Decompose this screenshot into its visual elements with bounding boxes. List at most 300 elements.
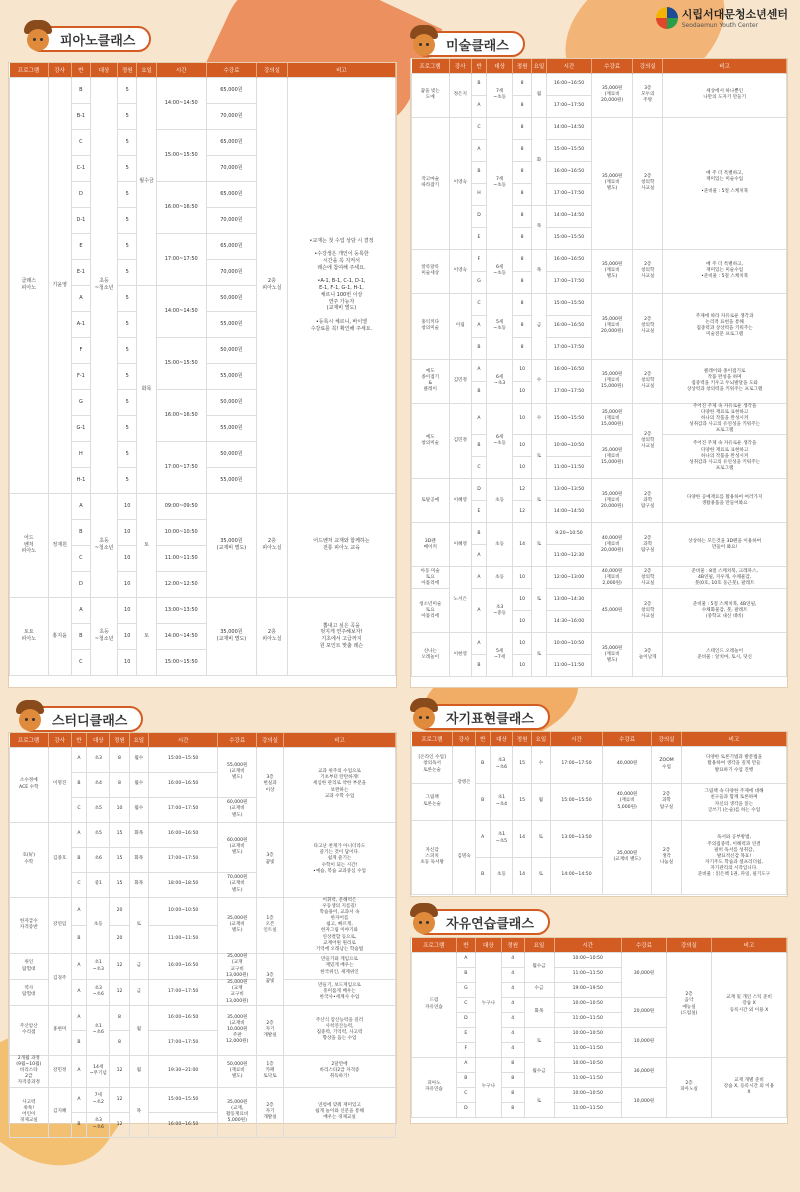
- table-cell: A: [71, 822, 86, 847]
- table-cell: 5: [118, 207, 137, 233]
- table-cell: •교재는 첫 수업 상담 시 결정 •수강생은 개인이 등록한 시간을 꼭 지켜서 레슨에 참여해 주세요. •A-1, B-1, C-1, D-1, E-1, F-1, G-1, H-1, 체르니 100번 이상 연주 가능자 (교재비 별도) •등록시 체르니, 바이엘 수강료를 꼭! 확인해 주세요.: [287, 77, 395, 493]
- column-header: 비고: [287, 63, 395, 77]
- table-cell: 45,000원: [592, 589, 633, 633]
- logo-name: 시립서대문청소년센터: [681, 8, 788, 21]
- table-cell: 65,000원: [206, 77, 256, 103]
- table-cell: 5: [118, 285, 137, 311]
- table-row: [10, 1055, 396, 1087]
- table-cell: 14:00~14:50: [156, 623, 206, 649]
- table-cell: A: [472, 633, 487, 655]
- table-cell: 5: [118, 103, 137, 129]
- table-cell: 초1 ~초4: [490, 783, 513, 820]
- table-cell: 금: [129, 979, 148, 1005]
- table-cell: 40,000원: [603, 746, 652, 783]
- column-header: 수강료: [592, 59, 633, 73]
- table-cell: A: [71, 597, 90, 623]
- piano-section-title: 피아노클래스: [28, 26, 151, 52]
- table-cell: 10: [513, 633, 532, 655]
- table-cell: 35,000원 (교재비 별도): [218, 897, 257, 954]
- table-cell: F-1: [71, 363, 90, 389]
- table-cell: 13:00~13:50: [547, 479, 592, 501]
- table-cell: 10: [118, 519, 137, 545]
- column-header: 강사: [48, 733, 71, 747]
- table-cell: 70,000원: [206, 207, 256, 233]
- table-row: [412, 403, 787, 435]
- table-cell: 화목: [129, 872, 148, 897]
- column-header: 반: [472, 59, 487, 73]
- table-cell: 호(好) 수학: [10, 822, 49, 897]
- column-header: 요일: [129, 733, 148, 747]
- table-cell: 60,000원 (교재비 별도): [218, 822, 257, 872]
- table-cell: 꿈을 빚는 도예: [412, 73, 450, 117]
- column-header: 비고: [663, 59, 787, 73]
- table-cell: 다양한 공예재료를 활용하여 여러가지 생활용품을 만들어봐요: [663, 479, 787, 523]
- table-cell: 준비물 : 5절 스케치북, 4B연필, 수채화물감, 붓, 팔레트 (중학교 내신 대비): [663, 589, 787, 633]
- table-cell: 16:00~16:50: [156, 181, 206, 233]
- table-cell: A: [472, 139, 487, 161]
- table-cell: 토: [129, 897, 148, 954]
- table-cell: 12: [513, 479, 532, 501]
- table-cell: 5: [118, 467, 137, 493]
- table-cell: 초등: [87, 897, 110, 954]
- column-header: 수강료: [603, 732, 652, 746]
- table-cell: 5세 ~7세: [487, 633, 513, 677]
- study-table-panel: [8, 732, 397, 1130]
- column-header: 대상: [91, 63, 118, 77]
- table-cell: 예도 종이접기 & 클레이: [412, 359, 450, 403]
- table-cell: A: [472, 95, 487, 117]
- table-cell: 10: [513, 567, 532, 589]
- table-cell: 화목: [137, 285, 156, 493]
- table-cell: 10: [513, 611, 532, 633]
- table-cell: 매 주 더 특별하고, 재미있는 미술수업 •준비물 : 5절 스케치북: [663, 249, 787, 293]
- table-cell: 주제에 따라 자유로운 생각과 논리적 표현을 통해 집중력과 상상력을 키워주는 미술전문 프로그램: [663, 293, 787, 359]
- table-cell: 40,000원 (재료비 20,000원): [592, 523, 633, 567]
- table-cell: 14: [513, 523, 532, 567]
- table-cell: 정은지: [449, 73, 472, 117]
- free-section-title: 자유연습클래스: [414, 909, 550, 935]
- table-cell: 14:00~14:50: [547, 117, 592, 139]
- column-header: 수강료: [206, 63, 256, 77]
- table-cell: 홍현미: [48, 1005, 71, 1055]
- table-cell: F: [71, 337, 90, 363]
- table-cell: 10: [513, 359, 532, 381]
- table-cell: 20: [110, 897, 129, 925]
- table-cell: 토: [532, 820, 551, 857]
- piano-table-panel: [8, 62, 397, 688]
- table-cell: 김경주: [48, 954, 71, 1006]
- table-cell: 교재 개별 준비 강습 X, 등록시간 외 이용 X: [712, 1057, 787, 1117]
- table-cell: A: [71, 1087, 86, 1112]
- table-cell: B: [457, 1072, 476, 1087]
- table-cell: 11:00~11:50: [554, 1072, 622, 1087]
- table-cell: C: [457, 1087, 476, 1102]
- table-cell: 김명숙: [453, 820, 476, 894]
- table-cell: 8: [502, 1087, 525, 1102]
- table-cell: 김종호: [48, 822, 71, 897]
- table-cell: 10:00~10:50: [547, 435, 592, 457]
- table-cell: 작고마슬 따라잡기: [412, 117, 450, 249]
- column-header: 대상: [475, 938, 501, 952]
- table-cell: 초1 ~초3: [87, 954, 110, 980]
- table-cell: 17:00~17:50: [547, 95, 592, 117]
- table-cell: 14:00~14:50: [156, 77, 206, 129]
- table-cell: 20,000원: [622, 997, 667, 1027]
- table-cell: 11:00~11:50: [156, 545, 206, 571]
- table-row: [10, 897, 396, 925]
- table-cell: 10: [118, 493, 137, 519]
- table-cell: 이현영: [449, 633, 472, 677]
- table-cell: 초등 ~청소년: [91, 597, 118, 675]
- table-cell: 초등: [487, 567, 513, 589]
- column-header: 반: [475, 732, 490, 746]
- table-cell: 20: [110, 925, 129, 953]
- table-cell: 35,000원 (교재, 활동재료비 5,000원): [218, 1087, 257, 1137]
- table-cell: 노서은: [449, 567, 472, 633]
- table-cell: 정재원: [48, 493, 71, 597]
- table-cell: 6세 ~초등: [487, 403, 513, 479]
- table-cell: A: [71, 954, 86, 980]
- table-cell: 65,000원: [206, 129, 256, 155]
- table-cell: 16:00~16:50: [547, 315, 592, 337]
- table-cell: 55,000원: [206, 415, 256, 441]
- table-cell: 4: [502, 1012, 525, 1027]
- column-header: 반: [71, 63, 90, 77]
- table-cell: 소수정예 ACE 수학: [10, 747, 49, 822]
- table-cell: 11:00~12:30: [547, 545, 592, 567]
- table-cell: 수: [532, 359, 547, 403]
- table-cell: 초등 ~청소년: [91, 77, 118, 493]
- table-cell: 10:00~10:50: [554, 1057, 622, 1072]
- table-cell: 50,000원: [206, 337, 256, 363]
- table-cell: 30,000원: [622, 1057, 667, 1087]
- column-header: 정원: [110, 733, 129, 747]
- table-cell: 예도 창의미술: [412, 403, 450, 479]
- column-header: 강의실: [633, 59, 663, 73]
- table-cell: H: [71, 441, 90, 467]
- table-cell: 8: [110, 747, 129, 772]
- column-header: 정원: [502, 938, 525, 952]
- table-cell: 16:00~16:50: [547, 161, 592, 183]
- free-table-panel: [410, 937, 788, 1124]
- table-cell: 14:00~14:50: [547, 501, 592, 523]
- table-cell: G: [71, 389, 90, 415]
- table-cell: 초등: [487, 479, 513, 523]
- table-cell: 만들기, 보드게임으로 흥미롭게 배우는 한국사•세계사 수업: [284, 979, 396, 1005]
- table-cell: 수금: [524, 982, 554, 997]
- table-cell: 초3: [87, 747, 110, 772]
- table-cell: 2층 생각 나눔실: [652, 820, 682, 894]
- art-schedule-table: [411, 59, 787, 677]
- table-cell: 50,000원: [206, 389, 256, 415]
- table-row: [412, 523, 787, 545]
- art-table-panel: [410, 58, 788, 688]
- table-cell: 5: [118, 337, 137, 363]
- table-cell: 14:00~14:50: [547, 205, 592, 227]
- table-cell: 17:00~17:50: [156, 233, 206, 285]
- table-cell: 10: [513, 403, 532, 435]
- table-row: [412, 479, 787, 501]
- table-cell: 10:00~10:50: [554, 997, 622, 1012]
- table-cell: 8: [513, 271, 532, 293]
- table-cell: 11:00~11:50: [547, 655, 592, 677]
- table-cell: 15: [110, 847, 129, 872]
- table-cell: 10: [118, 623, 137, 649]
- express-schedule-table: [411, 732, 787, 895]
- table-cell: 위인 탐험대: [10, 954, 49, 980]
- table-cell: 토: [532, 479, 547, 523]
- table-cell: 목: [532, 205, 547, 249]
- table-cell: 6세 ~초등: [487, 249, 513, 293]
- column-header: 시간: [550, 732, 603, 746]
- table-cell: 5: [118, 363, 137, 389]
- table-cell: 김지혜: [48, 1087, 71, 1137]
- table-cell: 10: [513, 655, 532, 677]
- table-cell: 1층 오픈 인트실: [257, 897, 284, 954]
- table-cell: 홍지윤: [48, 597, 71, 675]
- table-cell: 역사 탐험대: [10, 979, 49, 1005]
- table-row: [10, 747, 396, 772]
- table-cell: 2층 창의학 사교실: [633, 589, 663, 633]
- column-header: 프로그램: [412, 59, 450, 73]
- table-cell: 목: [532, 249, 547, 293]
- column-header: 요일: [532, 59, 547, 73]
- table-cell: B: [472, 337, 487, 359]
- table-cell: 10:00~10:50: [156, 519, 206, 545]
- table-cell: 이영숙: [449, 117, 472, 249]
- table-cell: D: [71, 181, 90, 207]
- table-cell: 세상에서 하나뿐인 나만의 도자기 만들기: [663, 73, 787, 117]
- table-cell: G-1: [71, 415, 90, 441]
- table-cell: 3층 꿈빛: [257, 822, 284, 897]
- table-cell: 8: [110, 1005, 129, 1030]
- table-cell: A: [472, 359, 487, 381]
- table-cell: B: [71, 1112, 86, 1137]
- table-cell: A: [71, 897, 86, 925]
- column-header: 대상: [490, 732, 513, 746]
- table-cell: 사고력 쑥쑥! 어린이 경제교실: [10, 1087, 49, 1137]
- table-cell: 50,000원: [206, 441, 256, 467]
- table-cell: 8: [513, 227, 532, 249]
- table-cell: 토탈공예: [412, 479, 450, 523]
- table-cell: 11:00~11:50: [554, 1042, 622, 1057]
- table-cell: 10,000원: [622, 1027, 667, 1057]
- table-cell: B: [71, 519, 90, 545]
- table-cell: 2층 과학 탐구실: [633, 479, 663, 523]
- table-cell: 65,000원: [206, 181, 256, 207]
- table-cell: 타고난 천재가 아니더라도 즐기는 것이 답이다. 쉽게 즐기는 수학이 되는 시간! •예습, 복습 교과중심 수업: [284, 822, 396, 897]
- table-cell: 2층 창의학 사교실: [633, 117, 663, 249]
- column-header: 요일: [524, 938, 554, 952]
- table-cell: G: [457, 982, 476, 997]
- table-row: [412, 117, 787, 139]
- column-header: 반: [71, 733, 86, 747]
- table-cell: 드럼 자유연습: [412, 952, 457, 1057]
- table-cell: 한자급수 자격증반: [10, 897, 49, 954]
- table-cell: D: [472, 205, 487, 227]
- table-cell: 2층 창의학 사교실: [633, 249, 663, 293]
- table-cell: 화: [532, 117, 547, 205]
- table-cell: 그림책 토론논술: [412, 783, 453, 820]
- table-cell: 주산암산 수리셈: [10, 1005, 49, 1055]
- table-cell: B: [457, 967, 476, 982]
- table-cell: 50,000원 (재료비 별도): [218, 1055, 257, 1087]
- table-cell: 14세 ~무기념: [87, 1055, 110, 1087]
- table-cell: 연령에 맞춰 재미있고 쉽게 놀이와 신문을 통해 배우는 경제교실: [284, 1087, 396, 1137]
- table-cell: B: [472, 381, 487, 403]
- table-cell: 그림책 속 다양한 주제에 대해 친구들과 함께 토론하며 자신의 생각을 읽는 글쓰기 (논술)를 하는 수업: [682, 783, 787, 820]
- express-section-title: 자기표현클래스: [414, 704, 550, 730]
- table-cell: A: [71, 1005, 86, 1030]
- table-cell: B: [71, 1030, 86, 1055]
- table-cell: 토: [532, 567, 547, 633]
- table-cell: 15:00~15:50: [550, 783, 603, 820]
- table-cell: 12: [110, 979, 129, 1005]
- table-cell: 토요 피아노: [10, 597, 49, 675]
- table-cell: 5: [118, 181, 137, 207]
- table-cell: 월: [129, 1005, 148, 1055]
- table-cell: 화목: [524, 997, 554, 1027]
- table-cell: 초3 ~초6: [87, 1112, 110, 1137]
- table-cell: 50,000원: [206, 285, 256, 311]
- table-cell: A: [472, 567, 487, 589]
- table-cell: 5세 ~초등: [487, 293, 513, 359]
- table-cell: 8: [513, 95, 532, 117]
- table-cell: 초4: [87, 772, 110, 797]
- table-cell: 월: [532, 783, 551, 820]
- table-cell: 15:00~15:50: [156, 129, 206, 181]
- column-header: 프로그램: [412, 938, 457, 952]
- table-cell: B: [475, 783, 490, 820]
- table-cell: 11:00~11:50: [554, 1012, 622, 1027]
- table-cell: 2층 음악 예능실 (드럼실): [667, 952, 712, 1057]
- column-header: 대상: [487, 59, 513, 73]
- table-cell: 14:00~14:50: [156, 285, 206, 337]
- table-cell: 10: [513, 381, 532, 403]
- table-cell: G: [472, 271, 487, 293]
- table-cell: 17:00~17:50: [547, 183, 592, 205]
- table-cell: 35,000원 (재료비 20,000원): [592, 73, 633, 117]
- table-cell: 17:00~17:50: [550, 746, 603, 783]
- table-cell: 초3 ~초6: [87, 979, 110, 1005]
- column-header: 요일: [137, 63, 156, 77]
- table-cell: 55,000원: [206, 311, 256, 337]
- table-cell: 8: [513, 249, 532, 271]
- table-cell: C: [71, 649, 90, 675]
- table-cell: B: [71, 772, 86, 797]
- table-cell: 10: [118, 545, 137, 571]
- table-cell: 4: [502, 982, 525, 997]
- table-cell: 주산식 암산능력을 길러 사칙연산능력, 집중력, 기억력, 사고력 향상을 돕는 수업: [284, 1005, 396, 1055]
- table-cell: 10:00~10:50: [547, 633, 592, 655]
- table-cell: 10: [513, 457, 532, 479]
- table-cell: 스테인드 오레놀이 준비물 : 앞치마, 토시, 덧신: [663, 633, 787, 677]
- table-cell: 18:00~18:50: [148, 872, 217, 897]
- logo-mark-icon: [656, 7, 678, 29]
- table-cell: 15: [110, 822, 129, 847]
- table-cell: 19:30~21:00: [148, 1055, 217, 1087]
- table-cell: 17:00~17:50: [148, 1030, 217, 1055]
- column-header: 비고: [712, 938, 787, 952]
- table-cell: 목: [129, 1087, 148, 1137]
- table-cell: B: [71, 847, 86, 872]
- table-cell: 5: [118, 129, 137, 155]
- table-cell: 5: [118, 233, 137, 259]
- table-cell: 8: [513, 205, 532, 227]
- table-cell: 4: [502, 1027, 525, 1042]
- column-header: 강의실: [667, 938, 712, 952]
- table-cell: 16:00~16:50: [547, 359, 592, 381]
- table-cell: 15:00~15:50: [547, 403, 592, 435]
- table-cell: 10:00~10:50: [554, 1087, 622, 1102]
- table-cell: 19:00~19:50: [554, 982, 622, 997]
- table-cell: A: [472, 545, 487, 567]
- table-cell: 홍익끼다 창의미술: [412, 293, 450, 359]
- table-cell: C: [472, 293, 487, 315]
- table-cell: 11:00~11:50: [148, 925, 217, 953]
- table-cell: 토: [532, 857, 551, 894]
- table-cell: 어휘력, 문해력은 우등생의 지름길! 학습용어, 교과서 속 한자어를 쉽고, 빠르게, 한자그림 이야기와 연상결합 등으로, 교재어원 원리로 기억에 오래남는 학습법: [284, 897, 396, 954]
- logo: [656, 6, 788, 29]
- table-cell: C: [71, 797, 86, 822]
- table-cell: C: [472, 457, 487, 479]
- table-cell: 토: [524, 1027, 554, 1057]
- table-cell: C: [71, 545, 90, 571]
- column-header: 비고: [284, 733, 396, 747]
- table-cell: 아동 미술 토요 아틀리에: [412, 567, 450, 589]
- table-cell: 17:00~17:50: [547, 381, 592, 403]
- table-cell: F: [457, 1042, 476, 1057]
- table-cell: 70,000원: [206, 155, 256, 181]
- table-cell: 16:00~16:50: [148, 772, 217, 797]
- art-section-title: 미술클래스: [414, 31, 525, 57]
- acorn-icon: [14, 700, 46, 734]
- table-cell: 17:00~17:50: [148, 979, 217, 1005]
- table-cell: 7세 ~초등: [487, 73, 513, 117]
- table-cell: 16:00~16:50: [156, 389, 206, 441]
- table-cell: A: [475, 820, 490, 857]
- table-cell: 누구나: [475, 952, 501, 1057]
- column-header: 시간: [156, 63, 206, 77]
- table-cell: 9:20~10:50: [547, 523, 592, 545]
- table-cell: 10: [118, 649, 137, 675]
- table-cell: 35,000원 (재료비 15,000원): [592, 403, 633, 435]
- table-cell: A: [457, 952, 476, 967]
- column-header: 강의실: [257, 63, 288, 77]
- table-row: [10, 77, 396, 103]
- table-cell: [온라인 수업] 창의독서 토론논술: [412, 746, 453, 783]
- table-cell: 초등: [490, 857, 513, 894]
- table-cell: 16:00~16:50: [148, 954, 217, 980]
- table-cell: 월수금: [524, 952, 554, 982]
- table-row: [10, 597, 396, 623]
- table-cell: 13:00~13:50: [156, 597, 206, 623]
- express-table-panel: [410, 731, 788, 897]
- table-cell: 5: [118, 441, 137, 467]
- study-schedule-table: [9, 733, 396, 1138]
- table-cell: 누구나: [475, 1057, 501, 1117]
- table-cell: 2층 과학 탐구실: [633, 523, 663, 567]
- table-cell: 2층 피아노실: [257, 77, 288, 493]
- table-cell: A: [71, 493, 90, 519]
- table-cell: 14:00~14:50: [550, 857, 603, 894]
- column-header: 시간: [547, 59, 592, 73]
- table-cell: 김민정: [449, 359, 472, 403]
- table-cell: 5: [118, 415, 137, 441]
- table-cell: C: [472, 117, 487, 139]
- table-cell: 6세 ~초3: [487, 359, 513, 403]
- table-cell: 13:00~13:50: [550, 820, 603, 857]
